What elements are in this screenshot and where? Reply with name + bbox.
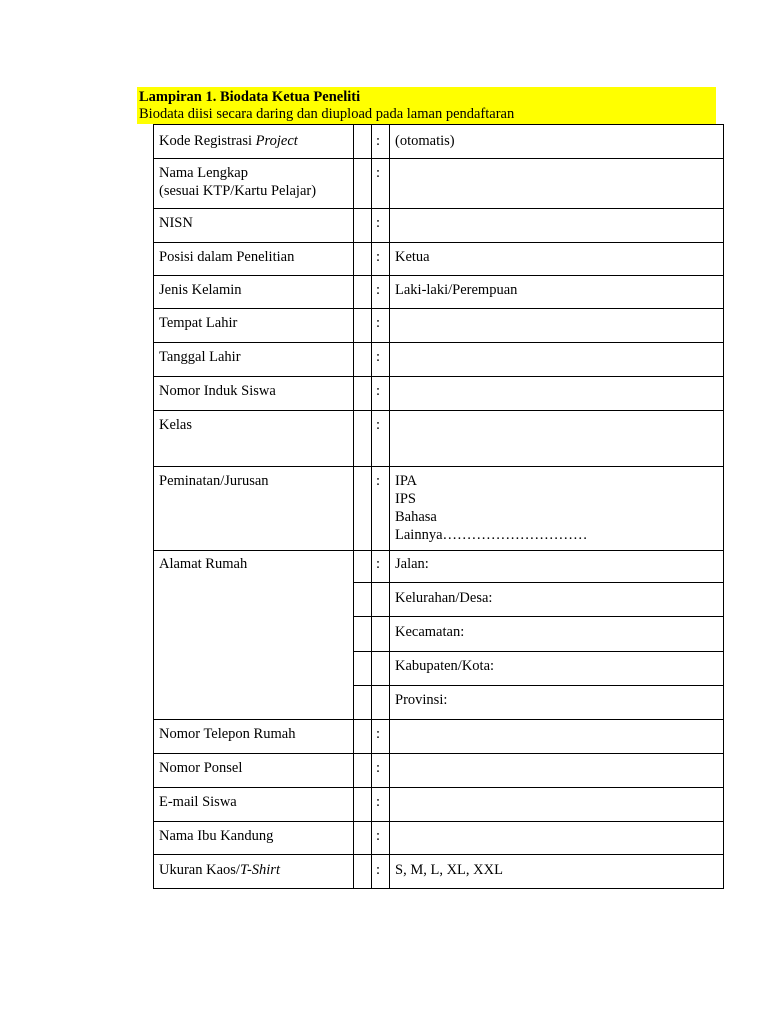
option-ipa[interactable]: IPA [395,473,418,489]
label-posisi: Posisi dalam Penelitian [159,249,295,265]
label-ukuran-kaos-text: Ukuran Kaos/ [159,862,240,878]
column-divider-1 [353,124,354,889]
row-divider [153,410,724,411]
input-tempat-lahir[interactable] [395,314,715,338]
label-tanggal-lahir: Tanggal Lahir [159,349,241,365]
row-divider [153,550,724,551]
label-telepon-rumah: Nomor Telepon Rumah [159,726,296,742]
address-subrow-divider [353,651,724,652]
label-kode-registrasi-text: Kode Registrasi [159,133,256,149]
colon: : [376,215,381,231]
colon: : [376,282,381,298]
colon: : [376,417,381,433]
option-bahasa[interactable]: Bahasa [395,509,437,525]
value-kode-registrasi: (otomatis) [395,133,455,149]
document-title: Lampiran 1. Biodata Ketua Peneliti [139,89,361,105]
colon: : [376,315,381,331]
input-telepon-rumah[interactable] [395,725,715,749]
table-border-left [153,124,154,889]
option-ips[interactable]: IPS [395,491,416,507]
value-jenis-kelamin[interactable]: Laki-laki/Perempuan [395,282,518,298]
label-ukuran-kaos [159,861,280,879]
field-kabupaten-kota[interactable]: Kabupaten/Kota: [395,658,495,674]
colon: : [376,165,381,181]
row-divider [153,242,724,243]
row-divider [153,275,724,276]
colon: : [376,349,381,365]
column-divider-3 [389,124,390,889]
colon: : [376,249,381,265]
input-nama-lengkap[interactable] [395,164,715,204]
label-peminatan: Peminatan/Jurusan [159,473,269,489]
input-nomor-induk-siswa[interactable] [395,382,715,406]
value-posisi: Ketua [395,249,430,265]
label-jenis-kelamin: Jenis Kelamin [159,282,242,298]
colon: : [376,383,381,399]
row-divider [153,719,724,720]
label-alamat-rumah: Alamat Rumah [159,556,248,572]
colon: : [376,760,381,776]
label-email: E-mail Siswa [159,794,237,810]
label-ponsel: Nomor Ponsel [159,760,243,776]
label-kelas: Kelas [159,417,193,433]
row-divider [153,308,724,309]
row-divider [153,466,724,467]
address-subrow-divider [353,616,724,617]
label-ukuran-kaos-em: T-Shirt [239,862,280,878]
label-kode-registrasi [159,132,298,150]
row-divider [153,342,724,343]
document-subtitle: Biodata diisi secara daring dan diupload pada laman pendaftaran [139,106,515,122]
address-subrow-divider [353,582,724,583]
value-ukuran-kaos[interactable]: S, M, L, XL, XXL [395,862,503,878]
label-nama-lengkap-note: (sesuai KTP/Kartu Pelajar) [159,183,317,199]
row-divider [153,888,724,889]
field-provinsi[interactable]: Provinsi: [395,692,448,708]
colon: : [376,794,381,810]
colon: : [376,473,381,489]
field-kecamatan[interactable]: Kecamatan: [395,624,465,640]
input-ponsel[interactable] [395,759,715,783]
colon: : [376,726,381,742]
address-subrow-divider [353,685,724,686]
row-divider [153,787,724,788]
field-jalan[interactable]: Jalan: [395,556,429,572]
row-divider [153,854,724,855]
label-ibu-kandung: Nama Ibu Kandung [159,828,274,844]
row-divider [153,821,724,822]
colon: : [376,133,381,149]
label-nama-lengkap: Nama Lengkap [159,165,248,181]
input-nisn[interactable] [395,214,715,238]
column-divider-2 [371,124,372,889]
input-email[interactable] [395,793,715,817]
biodata-form-table [153,124,724,889]
row-divider [153,124,724,125]
label-nomor-induk-siswa: Nomor Induk Siswa [159,383,276,399]
document-header [137,87,716,124]
input-kelas[interactable] [395,416,715,462]
row-divider [153,158,724,159]
label-kode-registrasi-em: Project [255,133,298,149]
field-kelurahan-desa[interactable]: Kelurahan/Desa: [395,590,493,606]
table-border-right [723,124,724,889]
row-divider [153,753,724,754]
label-tempat-lahir: Tempat Lahir [159,315,238,331]
row-divider [153,208,724,209]
colon: : [376,828,381,844]
colon: : [376,556,381,572]
input-tanggal-lahir[interactable] [395,348,715,372]
option-lainnya[interactable]: Lainnya………………………… [395,527,588,543]
label-nisn: NISN [159,215,193,231]
input-ibu-kandung[interactable] [395,827,715,851]
row-divider [153,376,724,377]
colon: : [376,862,381,878]
